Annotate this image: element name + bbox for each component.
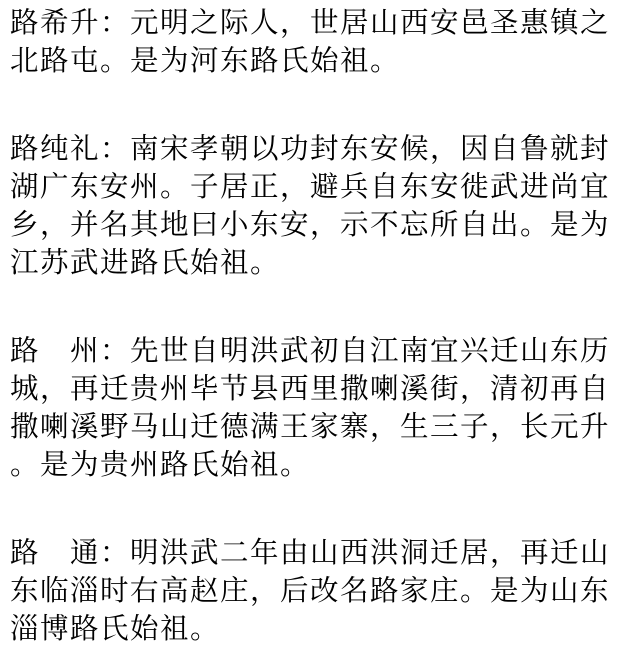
paragraph-3-line-1: 路 州：先世自明洪武初自江南宜兴迁山东历: [10, 334, 611, 367]
paragraph-3-line-4: 。是为贵州路氏始祖。: [10, 448, 311, 481]
paragraph-2-line-2: 湖广东安州。子居正，避兵自东安徙武进尚宜: [10, 170, 611, 203]
paragraph-1-line-1: 路希升：元明之际人，世居山西安邑圣惠镇之: [10, 6, 611, 39]
paragraph-4-line-2: 东临淄时右高赵庄，后改名路家庄。是为山东: [10, 574, 611, 607]
paragraph-1-line-2: 北路屯。是为河东路氏始祖。: [10, 44, 401, 77]
paragraph-3-line-3: 撒喇溪野马山迁德满王家寨，生三子，长元升: [10, 410, 611, 443]
paragraph-2-line-4: 江苏武进路氏始祖。: [10, 246, 281, 279]
paragraph-4-line-3: 淄博路氏始祖。: [10, 612, 221, 645]
paragraph-3-line-2: 城，再迁贵州毕节县西里撒喇溪街，清初再自: [10, 372, 611, 405]
paragraph-2-line-3: 乡，并名其地曰小东安，示不忘所自出。是为: [10, 208, 611, 241]
paragraph-2-line-1: 路纯礼：南宋孝朝以功封东安候，因自鲁就封: [10, 132, 611, 165]
paragraph-4-line-1: 路 通：明洪武二年由山西洪洞迁居，再迁山: [10, 536, 611, 569]
